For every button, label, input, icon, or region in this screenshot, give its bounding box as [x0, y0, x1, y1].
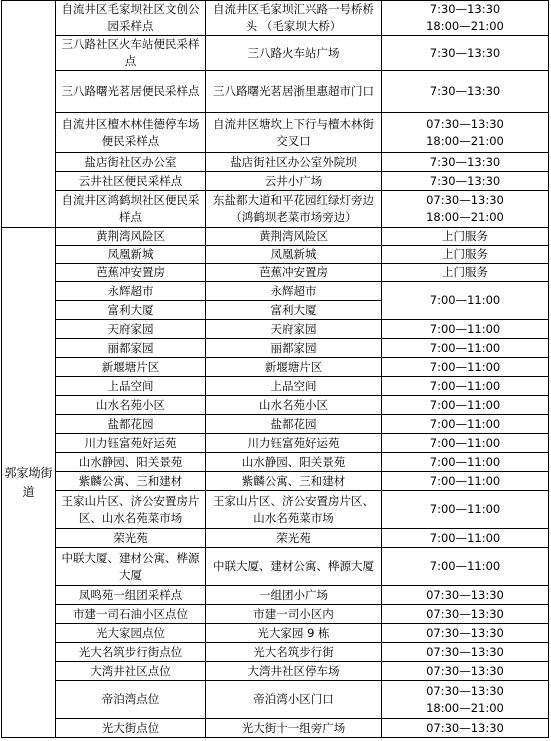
site-name: 山水名苑小区 [56, 396, 206, 415]
table-row [2, 191, 549, 228]
site-hours: 上门服务 [382, 246, 549, 264]
table-row [2, 228, 549, 246]
site-address: 云井小广场 [206, 172, 382, 191]
site-name: 上品空间 [56, 377, 206, 396]
table-row [2, 377, 549, 396]
site-hours: 07:30—13:30 [382, 586, 549, 605]
table-row [2, 339, 549, 358]
site-name: 凤凰新城 [56, 246, 206, 264]
site-name: 盐都花园 [56, 415, 206, 434]
site-address: 山水名苑小区 [206, 396, 382, 415]
table-row [2, 662, 549, 681]
site-address: 天府家园 [206, 320, 382, 339]
table-row [2, 36, 549, 71]
table-row [2, 586, 549, 605]
site-name: 丽都家园 [56, 339, 206, 358]
site-name: 中联大厦、建材公寓、桦源大厦 [56, 548, 206, 586]
site-address: 王家山片区、济公安置房片区、山水名苑菜市场 [206, 491, 382, 529]
site-hours: 上门服务 [382, 228, 549, 246]
site-address: 盐都花园 [206, 415, 382, 434]
table-row [2, 415, 549, 434]
site-address: 三八路火车站广场 [206, 36, 382, 71]
table-row [2, 113, 549, 153]
site-address: 芭蕉冲安置房 [206, 264, 382, 282]
site-name: 黄荆湾风险区 [56, 228, 206, 246]
site-name: 永辉超市 [56, 282, 206, 301]
site-hours: 7:00—11:00 [382, 434, 549, 453]
site-name: 光大家园点位 [56, 624, 206, 643]
table-row [2, 605, 549, 624]
table-row [2, 172, 549, 191]
table-row [2, 453, 549, 472]
site-address: 自流井区塘坎上下行与檀木林街交叉口 [206, 113, 382, 153]
table-row [2, 396, 549, 415]
site-address: 荣光苑 [206, 529, 382, 548]
site-address: 盐店街社区办公室外院坝 [206, 153, 382, 172]
site-name: 大湾井社区点位 [56, 662, 206, 681]
site-hours: 7:00—11:00 [382, 529, 549, 548]
site-name: 云井社区便民采样点 [56, 172, 206, 191]
site-name: 凤鸣苑一组团采样点 [56, 586, 206, 605]
site-name: 自流井区毛家坝社区文创公园采样点 [56, 1, 206, 36]
site-address: 一组团小广场 [206, 586, 382, 605]
site-address: 丽都家园 [206, 339, 382, 358]
site-hours: 7:00—11:00 [382, 282, 549, 320]
site-name: 盐店街社区办公室 [56, 153, 206, 172]
site-hours: 07:30—13:30 [382, 643, 549, 662]
site-address: 光大街十一组旁广场 [206, 719, 382, 738]
site-name: 紫麟公寓、三和建材 [56, 472, 206, 491]
site-address: 中联大厦、建材公寓、桦源大厦 [206, 548, 382, 586]
site-hours: 7:00—11:00 [382, 453, 549, 472]
site-name: 芭蕉冲安置房 [56, 264, 206, 282]
site-hours: 7:30—13:30 18:00—21:00 [382, 1, 549, 36]
site-name: 新堰塘片区 [56, 358, 206, 377]
site-name: 三八路曙光茗居便民采样点 [56, 71, 206, 113]
site-name: 自流井区鸿鹤坝社区便民采样点 [56, 191, 206, 228]
site-address: 光大家园 9 栋 [206, 624, 382, 643]
site-hours: 7:00—11:00 [382, 415, 549, 434]
table-row [2, 246, 549, 264]
site-address: 上品空间 [206, 377, 382, 396]
table-row [2, 681, 549, 719]
site-name: 自流井区檀木林佳德停车场便民采样点 [56, 113, 206, 153]
site-name: 川力钰富苑好运苑 [56, 434, 206, 453]
table-row [2, 434, 549, 453]
site-name: 山水静园、阳关景苑 [56, 453, 206, 472]
site-name: 帝泊湾点位 [56, 681, 206, 719]
site-hours: 7:00—11:00 [382, 320, 549, 339]
site-hours: 上门服务 [382, 264, 549, 282]
table-row [2, 548, 549, 586]
site-name: 天府家园 [56, 320, 206, 339]
site-name: 市建一司石油小区点位 [56, 605, 206, 624]
site-address: 紫麟公寓、三和建材 [206, 472, 382, 491]
table-row [2, 358, 549, 377]
site-hours: 7:30—13:30 [382, 71, 549, 113]
site-address: 东盐都大道和平花园红绿灯旁边（鸿鹤坝老菜市场旁边） [206, 191, 382, 228]
site-address: 川力钰富苑好运苑 [206, 434, 382, 453]
site-address: 凤凰新城 [206, 246, 382, 264]
site-address: 永辉超市 [206, 282, 382, 301]
site-address: 大湾井社区停车场 [206, 662, 382, 681]
site-hours: 7:30—13:30 [382, 172, 549, 191]
site-name: 三八路社区火车站便民采样点 [56, 36, 206, 71]
site-address: 富利大厦 [206, 301, 382, 320]
table-row [2, 1, 549, 36]
site-name: 光大名筑步行街点位 [56, 643, 206, 662]
site-hours: 7:00—11:00 [382, 472, 549, 491]
table-row [2, 624, 549, 643]
sampling-sites-table [1, 0, 549, 738]
site-address: 市建一司小区内 [206, 605, 382, 624]
table-row [2, 153, 549, 172]
site-hours: 07:30—13:30 [382, 624, 549, 643]
site-name: 王家山片区、济公安置房片区、山水名苑菜市场 [56, 491, 206, 529]
site-address: 帝泊湾小区门口 [206, 681, 382, 719]
site-hours: 07:30—13:30 18:00—21:00 [382, 191, 549, 228]
district-cell: 郭家坳街道 [2, 228, 56, 738]
site-address: 黄荆湾风险区 [206, 228, 382, 246]
site-hours: 7:00—11:00 [382, 548, 549, 586]
table-row [2, 71, 549, 113]
site-name: 光大街点位 [56, 719, 206, 738]
table-row [2, 320, 549, 339]
table-row [2, 643, 549, 662]
table-row [2, 264, 549, 282]
site-address: 山水静园、阳关景苑 [206, 453, 382, 472]
table-row [2, 282, 549, 301]
site-name: 富利大厦 [56, 301, 206, 320]
site-hours: 7:00—11:00 [382, 491, 549, 529]
site-hours: 7:30—13:30 [382, 36, 549, 71]
table-row [2, 472, 549, 491]
site-address: 自流井区毛家坝汇兴路一号桥桥头 （毛家坝大桥） [206, 1, 382, 36]
site-address: 光大名筑步行街 [206, 643, 382, 662]
site-hours: 7:00—11:00 [382, 358, 549, 377]
site-hours: 7:30—13:30 [382, 153, 549, 172]
district-cell-continued [2, 1, 56, 228]
site-name: 荣光苑 [56, 529, 206, 548]
site-hours: 7:00—11:00 [382, 377, 549, 396]
site-address: 三八路曙光茗居浙里惠超市门口 [206, 71, 382, 113]
site-address: 新堰塘片区 [206, 358, 382, 377]
table-row [2, 719, 549, 738]
site-hours: 07:30—13:30 [382, 662, 549, 681]
site-hours: 07:30—13:30 18:00—21:00 [382, 681, 549, 719]
table-row [2, 491, 549, 529]
site-hours: 7:00—11:00 [382, 396, 549, 415]
site-hours: 07:30—13:30 [382, 719, 549, 738]
table-row [2, 529, 549, 548]
site-hours: 07:30—13:30 [382, 605, 549, 624]
site-hours: 7:00—11:00 [382, 339, 549, 358]
site-hours: 07:30—13:30 18:00—21:00 [382, 113, 549, 153]
